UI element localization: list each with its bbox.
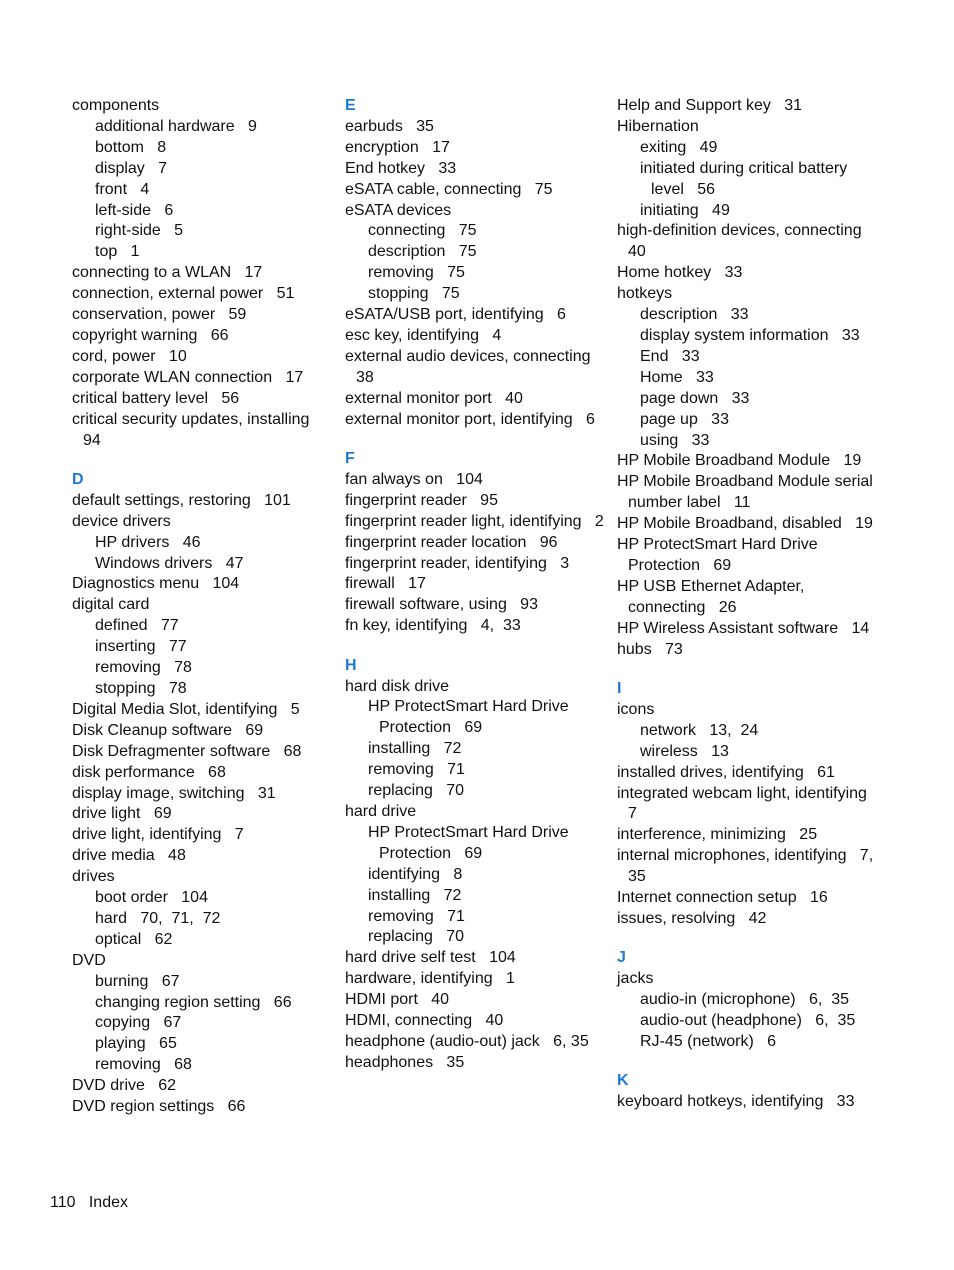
index-subentry: copying 67 bbox=[95, 1014, 182, 1032]
index-subentry: HP ProtectSmart Hard Drive Protection 69 bbox=[368, 823, 574, 862]
index-entry: HP USB Ethernet Adapter, connecting 26 bbox=[617, 577, 809, 616]
index-entry: digital card bbox=[72, 596, 150, 614]
index-entry: eSATA/USB port, identifying 6 bbox=[345, 306, 566, 324]
index-subentry: installing 72 bbox=[368, 740, 462, 758]
index-letter-heading: J bbox=[617, 949, 626, 967]
index-subentry: defined 77 bbox=[95, 617, 179, 635]
index-letter-heading: H bbox=[345, 656, 357, 674]
index-subentry: HP drivers 46 bbox=[95, 533, 201, 551]
index-subentry: connecting 75 bbox=[368, 222, 477, 240]
index-subentry: optical 62 bbox=[95, 930, 173, 948]
index-entry: HP Mobile Broadband Module serial number label 11 bbox=[617, 473, 878, 512]
index-entry: fingerprint reader, identifying 3 bbox=[345, 554, 570, 572]
index-entry: display image, switching 31 bbox=[72, 784, 276, 802]
index-subentry: burning 67 bbox=[95, 972, 180, 990]
index-letter-heading: F bbox=[345, 450, 355, 467]
index-entry: eSATA devices bbox=[345, 201, 452, 219]
index-entry: Hibernation bbox=[617, 117, 699, 135]
footer-section-title: Index bbox=[88, 1194, 128, 1211]
index-entry: HDMI, connecting 40 bbox=[345, 1012, 504, 1030]
index-entry: critical security updates, installing 94 bbox=[72, 410, 323, 449]
index-entry: Home hotkey 33 bbox=[617, 264, 743, 282]
index-entry: fan always on 104 bbox=[345, 470, 483, 488]
index-entry: external monitor port, identifying 6 bbox=[345, 410, 595, 428]
index-entry: installed drives, identifying 61 bbox=[617, 763, 835, 781]
index-entry: earbuds 35 bbox=[345, 117, 434, 135]
index-subentry: page up 33 bbox=[640, 410, 729, 428]
index-entry: Diagnostics menu 104 bbox=[72, 575, 240, 593]
index-subentry: initiating 49 bbox=[640, 201, 730, 219]
index-subentry: bottom 8 bbox=[95, 138, 167, 156]
index-subentry: hard 70, 71, 72 bbox=[95, 909, 221, 927]
section-gap bbox=[617, 660, 879, 679]
section-gap bbox=[617, 930, 879, 949]
index-entry: device drivers bbox=[72, 512, 171, 530]
index-entry: Disk Cleanup software 69 bbox=[72, 721, 264, 739]
index-entry: Disk Defragmenter software 68 bbox=[72, 742, 302, 760]
index-subentry: left-side 6 bbox=[95, 201, 174, 219]
index-entry: hard drive self test 104 bbox=[345, 949, 516, 967]
section-gap bbox=[345, 431, 607, 450]
index-entry: integrated webcam light, identifying 7 bbox=[617, 784, 881, 823]
index-subentry: stopping 75 bbox=[368, 285, 460, 303]
index-entry: HP Mobile Broadband, disabled 19 bbox=[617, 515, 873, 533]
index-entry: HP Wireless Assistant software 14 bbox=[617, 619, 870, 637]
index-subentry: inserting 77 bbox=[95, 638, 187, 656]
index-subentry: removing 75 bbox=[368, 264, 465, 282]
index-subentry: End 33 bbox=[640, 347, 700, 365]
index-entry: DVD drive 62 bbox=[72, 1077, 177, 1095]
index-entry: firewall 17 bbox=[345, 575, 426, 593]
index-letter-heading: D bbox=[72, 470, 84, 488]
index-subentry: using 33 bbox=[640, 431, 710, 449]
index-subentry: wireless 13 bbox=[640, 742, 729, 760]
index-entry: corporate WLAN connection 17 bbox=[72, 368, 304, 386]
index-entry: connecting to a WLAN 17 bbox=[72, 264, 263, 282]
index-letter-heading: I bbox=[617, 679, 622, 697]
index-entry: Digital Media Slot, identifying 5 bbox=[72, 700, 300, 718]
index-entry: firewall software, using 93 bbox=[345, 596, 538, 614]
index-entry: cord, power 10 bbox=[72, 347, 187, 365]
index-column-3 bbox=[617, 96, 883, 1113]
index-subentry: replacing 70 bbox=[368, 928, 465, 946]
index-subentry: exiting 49 bbox=[640, 138, 718, 156]
index-subentry: top 1 bbox=[95, 243, 140, 261]
index-entry: headphone (audio-out) jack 6, 35 bbox=[345, 1032, 589, 1050]
index-entry: drive light, identifying 7 bbox=[72, 826, 244, 844]
index-entry: DVD bbox=[72, 951, 106, 969]
index-entry: high-definition devices, connecting 40 bbox=[617, 222, 875, 261]
index-subentry: display 7 bbox=[95, 159, 168, 177]
index-subentry: initiated during critical battery level 56 bbox=[640, 159, 852, 198]
index-entry: internal microphones, identifying 7, 35 bbox=[617, 847, 883, 886]
index-entry: hard disk drive bbox=[345, 677, 450, 695]
index-subentry: front 4 bbox=[95, 180, 150, 198]
index-entry: DVD region settings 66 bbox=[72, 1098, 246, 1116]
index-subentry: removing 71 bbox=[368, 907, 465, 925]
index-subentry: display system information 33 bbox=[640, 326, 860, 344]
index-column-2 bbox=[345, 96, 607, 1074]
index-entry: drive media 48 bbox=[72, 847, 186, 865]
index-entry: hard drive bbox=[345, 803, 417, 820]
index-entry: Help and Support key 31 bbox=[617, 97, 803, 114]
index-entry: eSATA cable, connecting 75 bbox=[345, 180, 553, 198]
index-subentry: replacing 70 bbox=[368, 782, 465, 800]
index-entry: connection, external power 51 bbox=[72, 285, 295, 303]
index-subentry: page down 33 bbox=[640, 389, 750, 407]
index-entry: fn key, identifying 4, 33 bbox=[345, 617, 521, 635]
index-entry: drives bbox=[72, 868, 115, 886]
index-letter-heading: E bbox=[345, 97, 356, 114]
index-entry: issues, resolving 42 bbox=[617, 909, 767, 927]
index-subentry: audio-in (microphone) 6, 35 bbox=[640, 991, 849, 1009]
index-entry: keyboard hotkeys, identifying 33 bbox=[617, 1093, 855, 1111]
index-entry: End hotkey 33 bbox=[345, 159, 457, 177]
index-entry: HP ProtectSmart Hard Drive Protection 69 bbox=[617, 536, 823, 574]
section-gap bbox=[617, 1053, 879, 1072]
index-entry: disk performance 68 bbox=[72, 763, 226, 781]
index-entry: icons bbox=[617, 700, 655, 718]
index-subentry: removing 68 bbox=[95, 1056, 192, 1074]
index-subentry: description 33 bbox=[640, 306, 749, 324]
index-entry: jacks bbox=[617, 970, 654, 988]
index-entry: copyright warning 66 bbox=[72, 326, 229, 344]
section-gap bbox=[72, 451, 334, 470]
index-entry: critical battery level 56 bbox=[72, 389, 240, 407]
index-subentry: removing 71 bbox=[368, 761, 465, 779]
index-subentry: changing region setting 66 bbox=[95, 993, 292, 1011]
index-subentry: Windows drivers 47 bbox=[95, 554, 244, 572]
index-subentry: identifying 8 bbox=[368, 865, 463, 883]
index-entry: HP Mobile Broadband Module 19 bbox=[617, 452, 862, 470]
index-letter-heading: K bbox=[617, 1072, 629, 1090]
index-subentry: additional hardware 9 bbox=[95, 117, 257, 135]
index-entry: drive light 69 bbox=[72, 805, 172, 823]
index-subentry: audio-out (headphone) 6, 35 bbox=[640, 1012, 856, 1030]
index-entry: fingerprint reader light, identifying 2 bbox=[345, 512, 604, 530]
index-entry: conservation, power 59 bbox=[72, 306, 247, 324]
index-entry: default settings, restoring 101 bbox=[72, 491, 291, 509]
index-subentry: stopping 78 bbox=[95, 679, 187, 697]
index-entry: interference, minimizing 25 bbox=[617, 826, 818, 844]
index-subentry: removing 78 bbox=[95, 659, 192, 677]
section-gap bbox=[345, 637, 607, 656]
index-entry: esc key, identifying 4 bbox=[345, 326, 502, 344]
index-entry: fingerprint reader location 96 bbox=[345, 533, 558, 551]
index-subentry: playing 65 bbox=[95, 1035, 177, 1053]
index-entry: hotkeys bbox=[617, 285, 673, 303]
index-column-1 bbox=[72, 96, 334, 1118]
index-entry: external audio devices, connecting 38 bbox=[345, 347, 604, 386]
index-entry: Internet connection setup 16 bbox=[617, 889, 828, 907]
index-entry: hardware, identifying 1 bbox=[345, 970, 515, 988]
index-subentry: RJ-45 (network) 6 bbox=[640, 1032, 777, 1050]
page-number: 110 bbox=[50, 1194, 76, 1211]
index-entry: components bbox=[72, 97, 160, 114]
index-entry: fingerprint reader 95 bbox=[345, 491, 498, 509]
index-entry: hubs 73 bbox=[617, 640, 683, 658]
index-subentry: right-side 5 bbox=[95, 222, 184, 240]
index-subentry: boot order 104 bbox=[95, 889, 208, 907]
page-footer bbox=[50, 1193, 128, 1213]
index-subentry: network 13, 24 bbox=[640, 721, 759, 739]
index-subentry: description 75 bbox=[368, 243, 477, 261]
index-entry: headphones 35 bbox=[345, 1053, 465, 1071]
index-subentry: installing 72 bbox=[368, 886, 462, 904]
index-subentry: HP ProtectSmart Hard Drive Protection 69 bbox=[368, 698, 574, 737]
index-subentry: Home 33 bbox=[640, 368, 714, 386]
index-entry: HDMI port 40 bbox=[345, 991, 450, 1009]
index-entry: external monitor port 40 bbox=[345, 389, 523, 407]
index-entry: encryption 17 bbox=[345, 138, 450, 156]
